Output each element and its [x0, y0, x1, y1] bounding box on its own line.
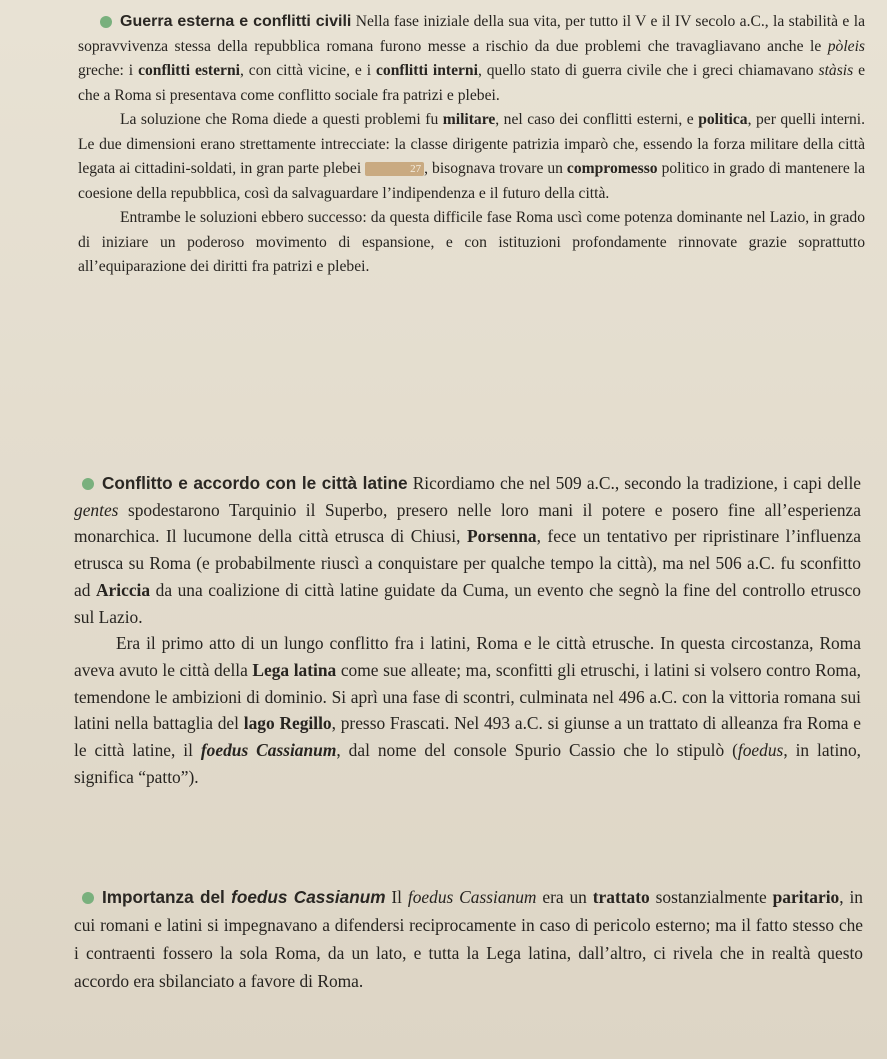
paragraph: Era il primo atto di un lungo conflitto fra i latini, Roma e le città etrusche. In questa circostanza, Roma aveva avuto le città della Lega latina come sue alleate; ma, sconfitti gli etruschi, i latini si volsero contro Roma, temendone le ambizioni di dominio. Si aprì una fase di scontri, culminata nel 496 a.C. con la vittoria romana sui latini nella battaglia del lago Regillo, presso Frascati. Nel 493 a.C. si giunse a un trattato di alleanza fra Roma e le città latine, il foedus Cassianum, dal nome del console Spurio Cassio che lo stipulò (foedus, in latino, significa “patto”). — [74, 633, 862, 787]
section-heading: Importanza del foedus Cassianum — [104, 887, 386, 907]
section-heading: Conflitto e accordo con le città latine — [104, 473, 408, 493]
paragraph: Guerra esterna e conflitti civili Nella fase iniziale della sua vita, per tutto il V e il IV secolo a.C., la stabilità e la sopravvivenza stessa della repubblica romana furono messe a rischio da due problemi che travagliavano anche le pòleis greche: i conflitti esterni, con città vicine, e i conflitti interni, quello stato di guerra civile che i greci chiamavano stàsis e che a Roma si presentava come conflitto sociale fra patrizi e plebei. — [78, 13, 866, 104]
paragraph: Importanza del foedus Cassianum Il foedus Cassianum era un trattato sostanzialmente paritario, in cui romani e latini si impegnavano a difendersi reciprocamente in caso di pericolo esterno; ma il fatto stesso che i contraenti fossero la sola Roma, da un lato, e tutta la Lega latina, dall’altro, ci rivela che in realtà questo accordo era sbilanciato a favore di Roma. — [74, 887, 863, 991]
paragraph: Conflitto e accordo con le città latine Ricordiamo che nel 509 a.C., secondo la tradizione, i capi delle gentes spodestarono Tarquinio il Superbo, presero nelle loro mani il potere e posero fine all’esperienza monarchica. Il lucumone della città etrusca di Chiusi, Porsenna, fece un tentativo per ripristinare l’influenza etrusca su Roma (e probabilmente riuscì a conquistare per qualche tempo la città), ma nel 506 a.C. fu sconfitto ad Ariccia da una coalizione di città latine guidate da Cuma, un evento che segnò la fine del controllo etrusco sul Lazio. — [74, 473, 862, 627]
section-conflitto-accordo — [74, 470, 861, 790]
bullet-icon — [100, 16, 112, 28]
section-guerra-esterna — [78, 10, 865, 280]
section-importanza-foedus — [74, 883, 863, 995]
bullet-icon — [82, 892, 94, 904]
page-reference-badge[interactable]: 27 — [365, 162, 424, 176]
paragraph: La soluzione che Roma diede a questi problemi fu militare, nel caso dei conflitti esterni, e politica, per quelli interni. Le due dimensioni erano strettamente intrecciate: la classe dirigente patrizia imparò che, essendo la forza militare della città legata ai cittadini-soldati, in gran parte plebei 27 , bisognava trovare un compromesso politico in grado di mantenere la coesione della repubblica, così da salvaguardare l’indipendenza e il futuro della città. — [78, 111, 866, 202]
section-heading: Guerra esterna e conflitti civili — [122, 13, 351, 30]
bullet-icon — [82, 478, 94, 490]
paragraph: Entrambe le soluzioni ebbero successo: da questa difficile fase Roma uscì come potenza dominante nel Lazio, in grado di iniziare un poderoso movimento di espansione, e con istituzioni profondamente rinnovate grazie soprattutto all’equiparazione dei diritti fra patrizi e plebei. — [78, 209, 865, 275]
